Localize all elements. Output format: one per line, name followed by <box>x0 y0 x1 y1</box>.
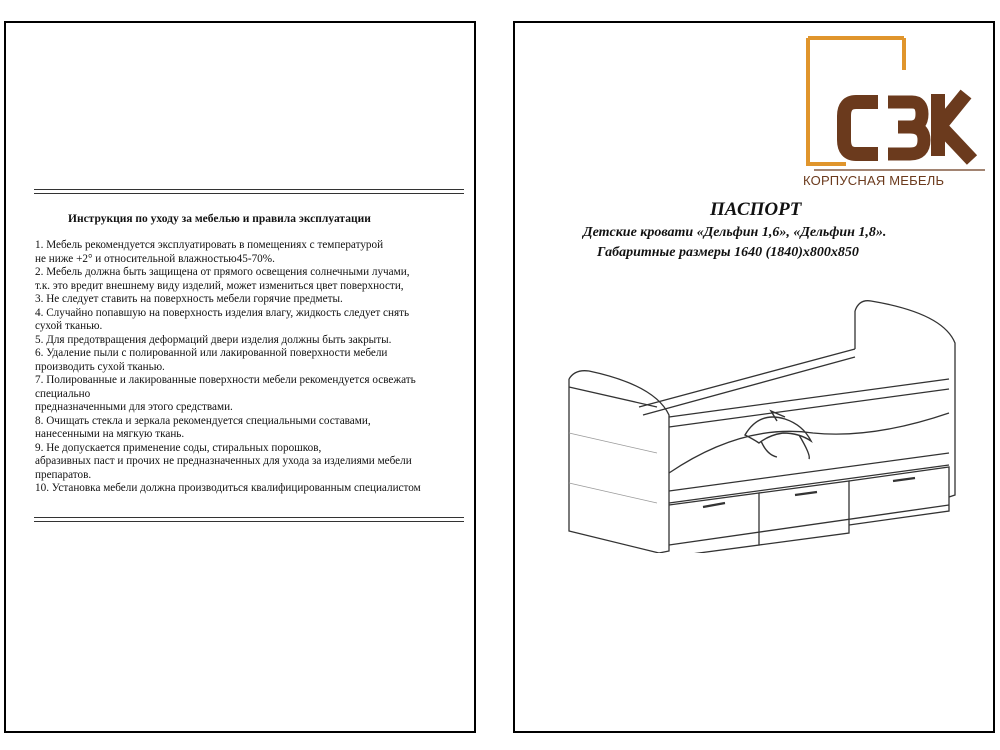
dimensions-line: Габаритные размеры 1640 (1840)х800х850 <box>597 245 859 260</box>
logo-letter-k <box>938 94 972 160</box>
instruction-item: 7. Полированные и лакированные поверхности мебели рекомендуется освежать специально предназначенными для этого средствами. <box>35 374 416 413</box>
product-line: Детские кровати «Дельфин 1,6», «Дельфин 1,8». <box>583 225 887 240</box>
logo-letter-c <box>844 102 878 154</box>
brand-subtitle: КОРПУСНАЯ МЕБЕЛЬ <box>803 173 945 188</box>
instruction-item: 1. Мебель рекомендуется эксплуатировать в помещениях с температурой не ниже +2° и относительной влажностью45-70%. <box>35 239 384 265</box>
logo-letter-middle <box>888 102 924 154</box>
instructions-list <box>35 239 475 496</box>
left-page <box>4 21 476 733</box>
bed-drawing <box>563 283 988 553</box>
instruction-item: 8. Очищать стекла и зеркала рекомендуется специальными составами, нанесенными на мягкую ткань. <box>35 414 371 440</box>
double-rule-bottom <box>34 517 464 522</box>
passport-title: ПАСПОРТ <box>710 199 802 220</box>
right-page <box>513 21 995 733</box>
instruction-item: 3. Не следует ставить на поверхность мебели горячие предметы. <box>35 293 343 305</box>
instruction-item: 5. Для предотвращения деформаций двери изделия должны быть закрыты. <box>35 333 392 346</box>
instruction-item: 4. Случайно попавшую на поверхность изделия влагу, жидкость следует снять сухой тканью. <box>35 306 410 332</box>
company-logo <box>800 30 990 195</box>
instruction-item: 9. Не допускается применение соды, стиральных порошков, абразивных паст и прочих не предназначенных для ухода за изделиями мебели препаратов. <box>35 441 412 481</box>
instruction-item: 10. Установка мебели должна производиться квалифицированным специалистом <box>35 482 421 494</box>
instruction-item: 6. Удаление пыли с полированной или лакированной поверхности мебели производить сухой тканью. <box>35 347 388 373</box>
instruction-item: 2. Мебель должна быть защищена от прямого освещения солнечными лучами, т.к. это вредит внешнему виду изделий, может измениться цвет поверхности, <box>35 266 410 292</box>
instructions-title: Инструкция по уходу за мебелью и правила эксплуатации <box>68 213 371 225</box>
double-rule-top <box>34 189 464 194</box>
